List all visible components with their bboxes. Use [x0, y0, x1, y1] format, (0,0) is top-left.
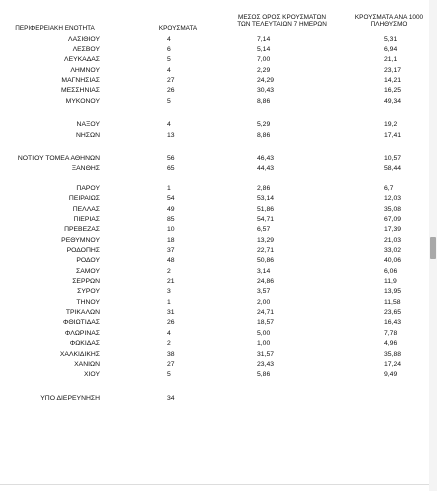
- per1000-cell: 21,03: [384, 237, 402, 244]
- avg-cell: 2,00: [257, 299, 271, 306]
- cases-cell: 27: [167, 361, 175, 368]
- avg-cell: 44,43: [257, 165, 275, 172]
- per1000-cell: 7,78: [384, 330, 398, 337]
- table-row: [0, 164, 437, 173]
- avg-cell: 3,57: [257, 288, 271, 295]
- avg-cell: 22,71: [257, 247, 275, 254]
- region-cell: ΠΕΛΛΑΣ: [72, 206, 100, 213]
- per1000-cell: 23,17: [384, 67, 402, 74]
- avg-cell: 2,29: [257, 67, 271, 74]
- table-row: [0, 66, 437, 75]
- region-cell: ΜΑΓΝΗΣΙΑΣ: [61, 77, 100, 84]
- table-row: [0, 215, 437, 224]
- table-row: [0, 236, 437, 245]
- region-cell: ΛΑΣΙΘΙΟΥ: [68, 36, 100, 43]
- table-row: [0, 394, 437, 403]
- per1000-cell: 5,31: [384, 36, 398, 43]
- region-cell: ΛΗΜΝΟΥ: [70, 67, 100, 74]
- avg-cell: 24,71: [257, 309, 275, 316]
- cases-cell: 1: [167, 185, 171, 192]
- region-cell: ΡΟΔΟΥ: [76, 257, 100, 264]
- cases-cell: 37: [167, 247, 175, 254]
- per1000-cell: 35,88: [384, 351, 402, 358]
- region-cell: ΠΙΕΡΙΑΣ: [73, 216, 100, 223]
- header-per1000-line1: ΚΡΟΥΣΜΑΤΑ ΑΝΑ 1000: [354, 14, 424, 21]
- avg-cell: 7,14: [257, 36, 271, 43]
- cases-cell: 2: [167, 340, 171, 347]
- region-cell: ΧΙΟΥ: [83, 371, 100, 378]
- per1000-cell: 67,09: [384, 216, 402, 223]
- per1000-cell: 33,02: [384, 247, 402, 254]
- table-row: [0, 256, 437, 265]
- region-cell: ΣΑΜΟΥ: [76, 268, 100, 275]
- avg-cell: 5,86: [257, 371, 271, 378]
- region-cell: ΞΑΝΘΗΣ: [71, 165, 100, 172]
- table-row: [0, 308, 437, 317]
- table-row: [0, 277, 437, 286]
- cases-cell: 5: [167, 371, 171, 378]
- table-row: [0, 298, 437, 307]
- cases-cell: 85: [167, 216, 175, 223]
- avg-cell: 53,14: [257, 195, 275, 202]
- cases-cell: 5: [167, 98, 171, 105]
- region-cell: ΧΑΝΙΩΝ: [74, 361, 100, 368]
- region-cell: ΡΕΘΥΜΝΟΥ: [61, 237, 100, 244]
- region-cell: ΡΟΔΟΠΗΣ: [66, 247, 100, 254]
- table-row: [0, 45, 437, 54]
- cases-cell: 10: [167, 226, 175, 233]
- cases-cell: 54: [167, 195, 175, 202]
- cases-cell: 3: [167, 288, 171, 295]
- per1000-cell: 17,24: [384, 361, 402, 368]
- per1000-cell: 6,06: [384, 268, 398, 275]
- per1000-cell: 23,65: [384, 309, 402, 316]
- cases-cell: 26: [167, 87, 175, 94]
- table-row: [0, 154, 437, 163]
- region-cell: ΝΑΞΟΥ: [76, 121, 100, 128]
- cases-cell: 4: [167, 121, 171, 128]
- region-cell: ΦΩΚΙΔΑΣ: [69, 340, 100, 347]
- per1000-cell: 13,95: [384, 288, 402, 295]
- avg-cell: 5,14: [257, 46, 271, 53]
- region-cell: ΜΥΚΟΝΟΥ: [65, 98, 100, 105]
- per1000-cell: 10,57: [384, 155, 402, 162]
- cases-cell: 1: [167, 299, 171, 306]
- header-avg-line1: ΜΕΣΟΣ ΟΡΟΣ ΚΡΟΥΣΜΑΤΩΝ: [238, 14, 326, 21]
- table-row: [0, 55, 437, 64]
- region-cell: ΠΑΡΟΥ: [76, 185, 100, 192]
- cases-cell: 13: [167, 132, 175, 139]
- region-cell: ΝΟΤΙΟΥ ΤΟΜΕΑ ΑΘΗΝΩΝ: [17, 155, 100, 162]
- table-row: [0, 131, 437, 140]
- cases-cell: 18: [167, 237, 175, 244]
- region-cell: ΥΠΟ ΔΙΕΡΕΥΝΗΣΗ: [40, 395, 100, 402]
- per1000-cell: 17,41: [384, 132, 402, 139]
- per1000-cell: 49,34: [384, 98, 402, 105]
- table-row: [0, 205, 437, 214]
- table-row: [0, 318, 437, 327]
- per1000-cell: 6,7: [384, 185, 394, 192]
- cases-cell: 38: [167, 351, 175, 358]
- region-cell: ΣΥΡΟΥ: [77, 288, 100, 295]
- table-row: [0, 350, 437, 359]
- cases-cell: 4: [167, 67, 171, 74]
- cases-cell: 31: [167, 309, 175, 316]
- table-row: [0, 370, 437, 379]
- cases-cell: 2: [167, 268, 171, 275]
- region-cell: ΛΕΥΚΑΔΑΣ: [64, 56, 100, 63]
- per1000-cell: 6,94: [384, 46, 398, 53]
- per1000-cell: 11,9: [384, 278, 397, 285]
- per1000-cell: 16,43: [384, 319, 402, 326]
- per1000-cell: 21,1: [384, 56, 398, 63]
- table-row: [0, 76, 437, 85]
- table-row: [0, 225, 437, 234]
- cases-cell: 6: [167, 46, 171, 53]
- per1000-cell: 11,58: [384, 299, 401, 306]
- avg-cell: 2,86: [257, 185, 271, 192]
- region-cell: ΧΑΛΚΙΔΙΚΗΣ: [59, 351, 100, 358]
- avg-cell: 54,71: [257, 216, 275, 223]
- cases-cell: 5: [167, 56, 171, 63]
- region-cell: ΠΕΙΡΑΙΩΣ: [68, 195, 100, 202]
- cases-cell: 4: [167, 36, 171, 43]
- avg-cell: 50,86: [257, 257, 275, 264]
- per1000-cell: 19,2: [384, 121, 398, 128]
- per1000-cell: 14,21: [384, 77, 402, 84]
- region-cell: ΝΗΣΩΝ: [75, 132, 100, 139]
- cases-cell: 26: [167, 319, 175, 326]
- cases-cell: 34: [167, 395, 175, 402]
- header-cases: ΚΡΟΥΣΜΑΤΑ: [158, 25, 198, 32]
- region-cell: ΠΡΕΒΕΖΑΣ: [64, 226, 100, 233]
- bottom-divider: [0, 484, 429, 485]
- cases-cell: 49: [167, 206, 175, 213]
- avg-cell: 46,43: [257, 155, 275, 162]
- region-cell: ΤΡΙΚΑΛΩΝ: [65, 309, 100, 316]
- per1000-cell: 4,96: [384, 340, 398, 347]
- header-avg-line2: ΤΩΝ ΤΕΛΕΥΤΑΙΩΝ 7 ΗΜΕΡΩΝ: [237, 21, 327, 29]
- avg-cell: 23,43: [257, 361, 275, 368]
- avg-cell: 31,57: [257, 351, 275, 358]
- table-row: [0, 329, 437, 338]
- region-cell: ΤΗΝΟΥ: [76, 299, 100, 306]
- cases-cell: 65: [167, 165, 175, 172]
- avg-cell: 1,00: [257, 340, 271, 347]
- header-per1000-line2: ΠΛΗΘΥΣΜΟ: [370, 21, 408, 29]
- table-row: [0, 287, 437, 296]
- table-row: [0, 194, 437, 203]
- table-row: [0, 267, 437, 276]
- cases-cell: 48: [167, 257, 175, 264]
- avg-cell: 13,29: [257, 237, 275, 244]
- avg-cell: 8,86: [257, 98, 271, 105]
- cases-cell: 21: [167, 278, 175, 285]
- table-row: [0, 86, 437, 95]
- per1000-cell: 16,25: [384, 87, 402, 94]
- region-cell: ΛΕΣΒΟΥ: [72, 46, 100, 53]
- avg-cell: 5,00: [257, 330, 271, 337]
- avg-cell: 6,57: [257, 226, 271, 233]
- region-cell: ΦΘΙΩΤΙΔΑΣ: [63, 319, 100, 326]
- table-row: [0, 246, 437, 255]
- cases-cell: 56: [167, 155, 175, 162]
- avg-cell: 24,86: [257, 278, 275, 285]
- avg-cell: 7,00: [257, 56, 271, 63]
- table-row: [0, 360, 437, 369]
- table-row: [0, 97, 437, 106]
- avg-cell: 51,86: [257, 206, 275, 213]
- header-region: ΠΕΡΙΦΕΡΕΙΑΚΗ ΕΝΟΤΗΤΑ: [15, 25, 95, 32]
- table-row: [0, 339, 437, 348]
- avg-cell: 8,86: [257, 132, 271, 139]
- per1000-cell: 12,03: [384, 195, 402, 202]
- per1000-cell: 9,49: [384, 371, 398, 378]
- region-cell: ΜΕΣΣΗΝΙΑΣ: [60, 87, 100, 94]
- avg-cell: 24,29: [257, 77, 275, 84]
- per1000-cell: 58,44: [384, 165, 402, 172]
- per1000-cell: 35,08: [384, 206, 402, 213]
- avg-cell: 30,43: [257, 87, 275, 94]
- avg-cell: 5,29: [257, 121, 271, 128]
- table-row: [0, 120, 437, 129]
- region-cell: ΣΕΡΡΩΝ: [72, 278, 100, 285]
- vertical-scrollbar[interactable]: [429, 0, 437, 491]
- avg-cell: 3,14: [257, 268, 271, 275]
- table-row: [0, 184, 437, 193]
- per1000-cell: 17,39: [384, 226, 402, 233]
- cases-cell: 27: [167, 77, 175, 84]
- per1000-cell: 40,06: [384, 257, 402, 264]
- avg-cell: 18,57: [257, 319, 275, 326]
- cases-cell: 4: [167, 330, 171, 337]
- scrollbar-thumb[interactable]: [430, 237, 436, 259]
- region-cell: ΦΛΩΡΙΝΑΣ: [64, 330, 100, 337]
- table-row: [0, 35, 437, 44]
